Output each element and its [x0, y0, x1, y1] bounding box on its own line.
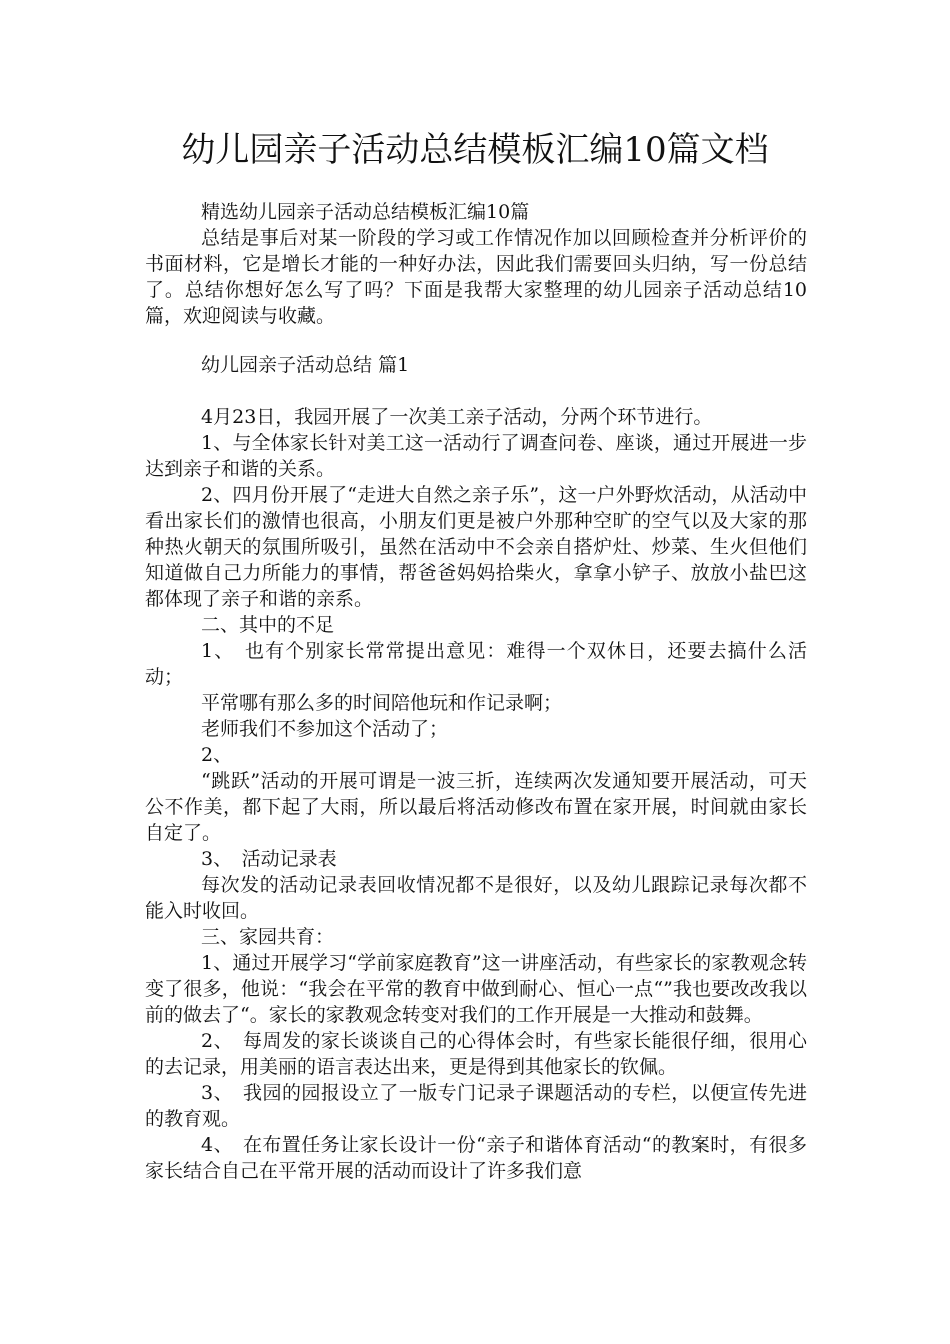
body-paragraph: 3、 活动记录表: [201, 848, 337, 870]
intro-paragraph: 总结是事后对某一阶段的学习或工作情况作加以回顾检查并分析评价的书面材料，它是增长才能的一种好办法，因此我们需要回头归纳，写一份总结了。总结你想好怎么写了吗？下面是我帮大家整理的幼儿园亲子活动总结10篇，欢迎阅读与收藏。: [145, 227, 807, 327]
section-heading: 三、家园共育：: [201, 926, 335, 948]
body-paragraph: 1、通过开展学习“学前家庭教育”这一讲座活动，有些家长的家教观念转变了很多，他说：“我会在平常的教育中做到耐心、恒心一点“”我也要改改我以前的做去了“。家长的家教观念转变对我们的工作开展是一大推动和鼓舞。: [145, 952, 807, 1026]
body-paragraph: 3、 我园的园报设立了一版专门记录子课题活动的专栏，以便宣传先进的教育观。: [145, 1082, 807, 1130]
body-paragraph: “跳跃”活动的开展可谓是一波三折，连续两次发通知要开展活动，可天公不作美，都下起了大雨，所以最后将活动修改布置在家开展，时间就由家长自定了。: [145, 770, 807, 844]
section-heading: 二、其中的不足: [201, 614, 335, 636]
body-paragraph: 2、 每周发的家长谈谈自己的心得体会时，有些家长能很仔细，很用心的去记录，用美丽的语言表达出来，更是得到其他家长的钦佩。: [145, 1030, 807, 1078]
section-heading: 幼儿园亲子活动总结 篇1: [201, 354, 410, 376]
body-paragraph: 老师我们不参加这个活动了；: [201, 718, 449, 740]
body-paragraph: 4、 在布置任务让家长设计一份“亲子和谐体育活动“的教案时，有很多家长结合自己在平常开展的活动而设计了许多我们意: [145, 1134, 807, 1182]
body-paragraph: 2、: [201, 744, 233, 766]
body-paragraph: 1、与全体家长针对美工这一活动行了调查问卷、座谈，通过开展进一步达到亲子和谐的关系。: [145, 432, 807, 480]
document-body: [145, 199, 807, 1184]
subtitle-paragraph: 精选幼儿园亲子活动总结模板汇编10篇: [201, 201, 530, 223]
body-paragraph: 每次发的活动记录表回收情况都不是很好，以及幼儿跟踪记录每次都不能入时收回。: [145, 874, 807, 922]
body-paragraph: 4月23日，我园开展了一次美工亲子活动，分两个环节进行。: [201, 406, 713, 428]
body-paragraph: 平常哪有那么多的时间陪他玩和作记录啊；: [201, 692, 563, 714]
body-paragraph: 2、四月份开展了“走进大自然之亲子乐”，这一户外野炊活动，从活动中看出家长们的激情也很高，小朋友们更是被户外那种空旷的空气以及大家的那种热火朝天的氛围所吸引，虽然在活动中不会亲自搭炉灶、炒菜、生火但他们知道做自己力所能力的事情，帮爸爸妈妈拾柴火，拿拿小铲子、放放小盐巴这都体现了亲子和谐的亲系。: [145, 484, 807, 610]
document-title: 幼儿园亲子活动总结模板汇编10篇文档: [181, 130, 769, 170]
body-paragraph: 1、 也有个别家长常常提出意见：难得一个双休日，还要去搞什么活动；: [145, 640, 807, 688]
